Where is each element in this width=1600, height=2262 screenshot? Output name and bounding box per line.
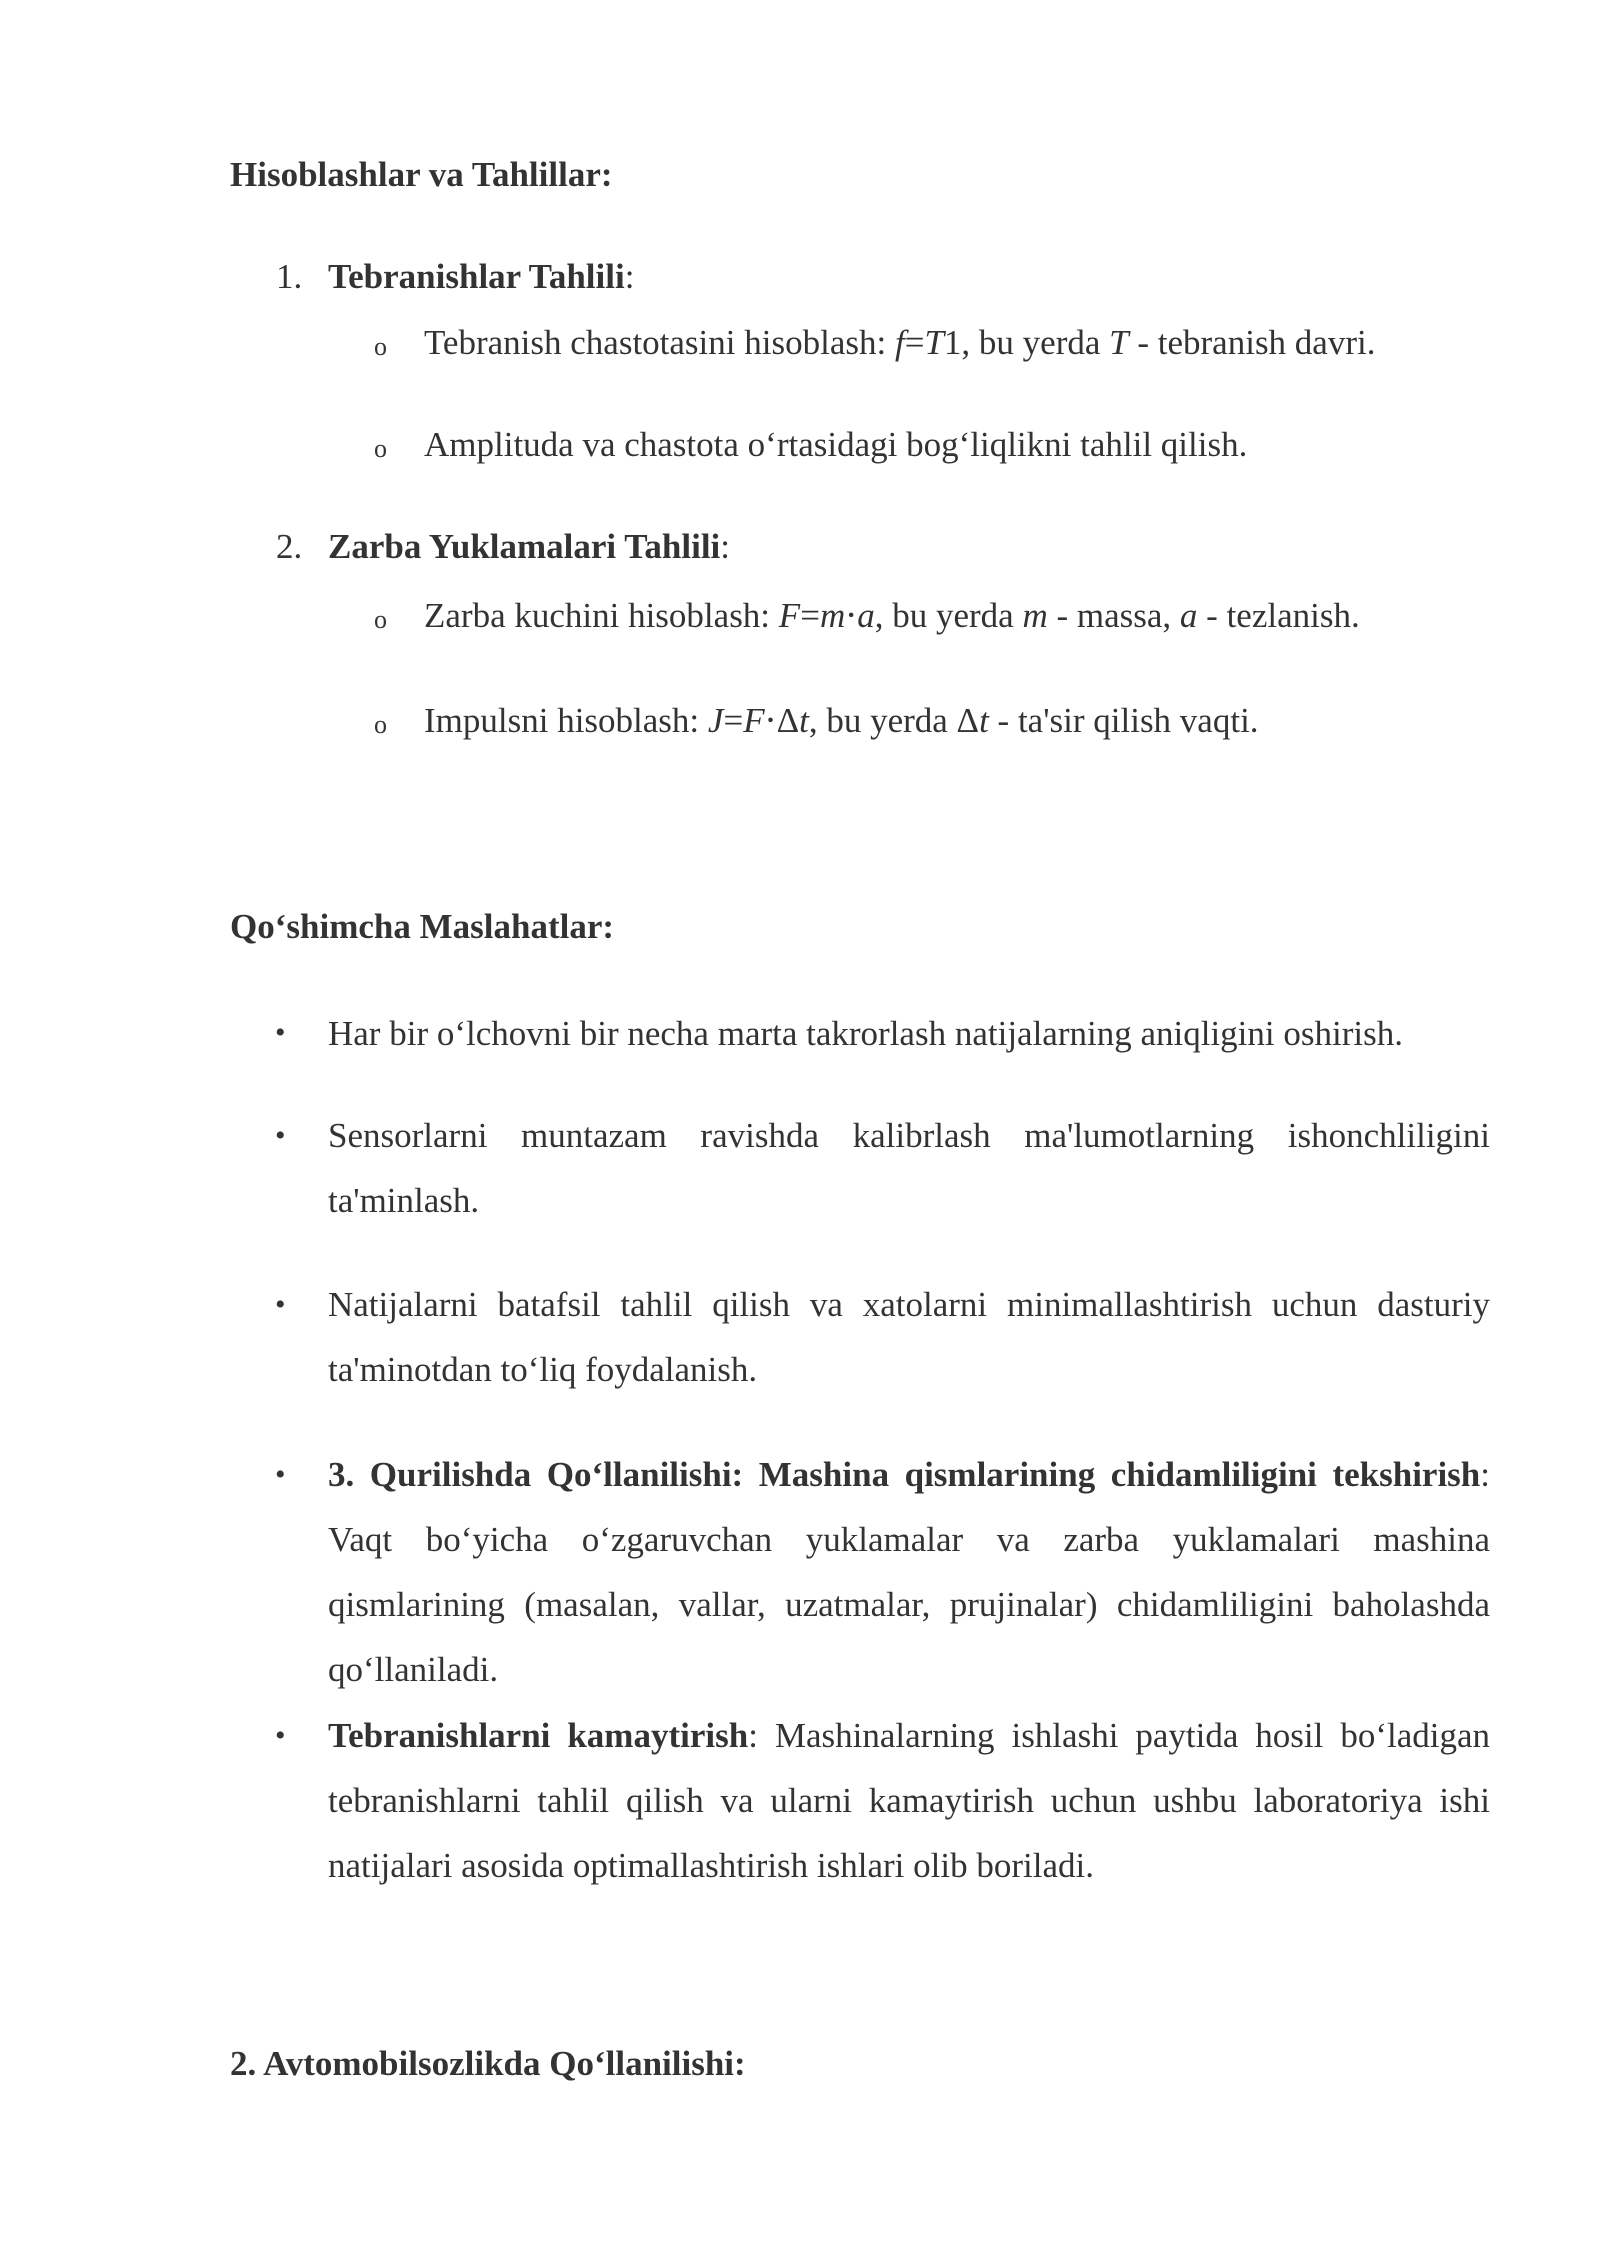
text-run: Zarba kuchini hisoblash: [424, 596, 779, 635]
bullet-paragraph [328, 1103, 1490, 1233]
sub-bullet-marker: o [374, 434, 387, 463]
text-run: ⋅ [845, 596, 858, 635]
math-variable: F [778, 596, 801, 635]
math-variable: m [1022, 596, 1048, 635]
sub-bullet-marker: o [374, 605, 387, 634]
list-item-title [328, 527, 730, 567]
text-run: Har bir o‘lchovni bir necha marta takrorlash natijalarning aniqligini oshirish. [328, 1014, 1403, 1053]
bullet-marker: • [275, 1288, 286, 1321]
bullet-marker: • [275, 1719, 286, 1752]
bullet-marker: • [275, 1119, 286, 1152]
text-run: Natijalarni batafsil tahlil qilish va xatolarni minimallashtirish uchun dasturiy ta'minotdan to‘liq foydalanish. [328, 1285, 1490, 1389]
text-run: Sensorlarni muntazam ravishda kalibrlash ma'lumotlarning ishonchliligini ta'minlash. [328, 1116, 1490, 1220]
math-variable: a [857, 596, 875, 635]
math-variable: f [894, 323, 905, 362]
text-run: = [800, 596, 820, 635]
list-item-title [328, 257, 634, 297]
sub-item-text [424, 701, 1259, 741]
bullet-marker: • [275, 1458, 286, 1491]
sub-item-text [424, 425, 1247, 465]
list-item-title-bold: Zarba Yuklamalari Tahlili [328, 527, 721, 566]
text-run: - tezlanish. [1197, 596, 1360, 635]
list-number: 2. [276, 527, 303, 566]
math-variable: t [799, 701, 809, 740]
section-heading-calculations: Hisoblashlar va Tahlillar: [230, 155, 613, 194]
bullet-marker: • [275, 1016, 286, 1049]
text-run: : Mashinalarning ishlashi paytida hosil bo‘ladigan tebranishlarni tahlil qilish va ularni kamaytirish uchun ushbu laboratoriya ishi natijalari asosida optimallashtirish ishlari olib boriladi. [328, 1716, 1490, 1885]
sub-item-text [424, 323, 1375, 363]
bullet-paragraph [328, 1703, 1490, 1898]
title-suffix: : [720, 527, 730, 566]
list-item-title-bold: Tebranishlar Tahlili [328, 257, 625, 296]
text-run: = [904, 323, 925, 362]
sub-bullet-marker: o [374, 332, 387, 361]
math-variable: t [979, 701, 989, 740]
bullet-paragraph [328, 1272, 1490, 1402]
text-run: - massa, [1047, 596, 1180, 635]
math-variable: T [924, 323, 944, 362]
section-heading-tips: Qo‘shimcha Maslahatlar: [230, 907, 615, 946]
text-run: - ta'sir qilish vaqti. [988, 701, 1259, 740]
text-run: Amplituda va chastota o‘rtasidagi bog‘liqlikni tahlil qilish. [424, 425, 1248, 464]
list-number: 1. [276, 257, 303, 296]
bullet-paragraph [328, 1442, 1490, 1702]
text-run: ⋅Δ [764, 701, 800, 740]
math-variable: F [743, 701, 765, 740]
text-run: 1, bu yerda [943, 323, 1110, 362]
text-run: , bu yerda Δ [808, 701, 980, 740]
bold-run: 3. Qurilishda Qo‘llanilishi: Mashina qismlarining chidamliligini tekshirish [328, 1455, 1481, 1494]
math-variable: J [707, 701, 724, 740]
math-variable: T [1109, 323, 1129, 362]
text-run: , bu yerda [874, 596, 1023, 635]
text-run: = [723, 701, 744, 740]
math-variable: a [1179, 596, 1198, 635]
section-heading-automotive: 2. Avtomobilsozlikda Qo‘llanilishi: [230, 2044, 746, 2083]
title-suffix: : [624, 257, 635, 296]
sub-item-text [424, 596, 1360, 636]
sub-bullet-marker: o [374, 710, 387, 739]
text-run: - tebranish davri. [1128, 323, 1376, 362]
bold-run: Tebranishlarni kamaytirish [328, 1716, 749, 1755]
text-run: : Vaqt bo‘yicha o‘zgaruvchan yuklamalar va zarba yuklamalari mashina qismlarining (masalan, vallar, uzatmalar, prujinalar) chidamliligini baholashda qo‘llaniladi. [328, 1455, 1490, 1689]
bullet-paragraph [328, 1001, 1490, 1066]
math-variable: m [819, 596, 846, 635]
text-run: Impulsni hisoblash: [424, 701, 708, 740]
text-run: Tebranish chastotasini hisoblash: [424, 323, 895, 362]
